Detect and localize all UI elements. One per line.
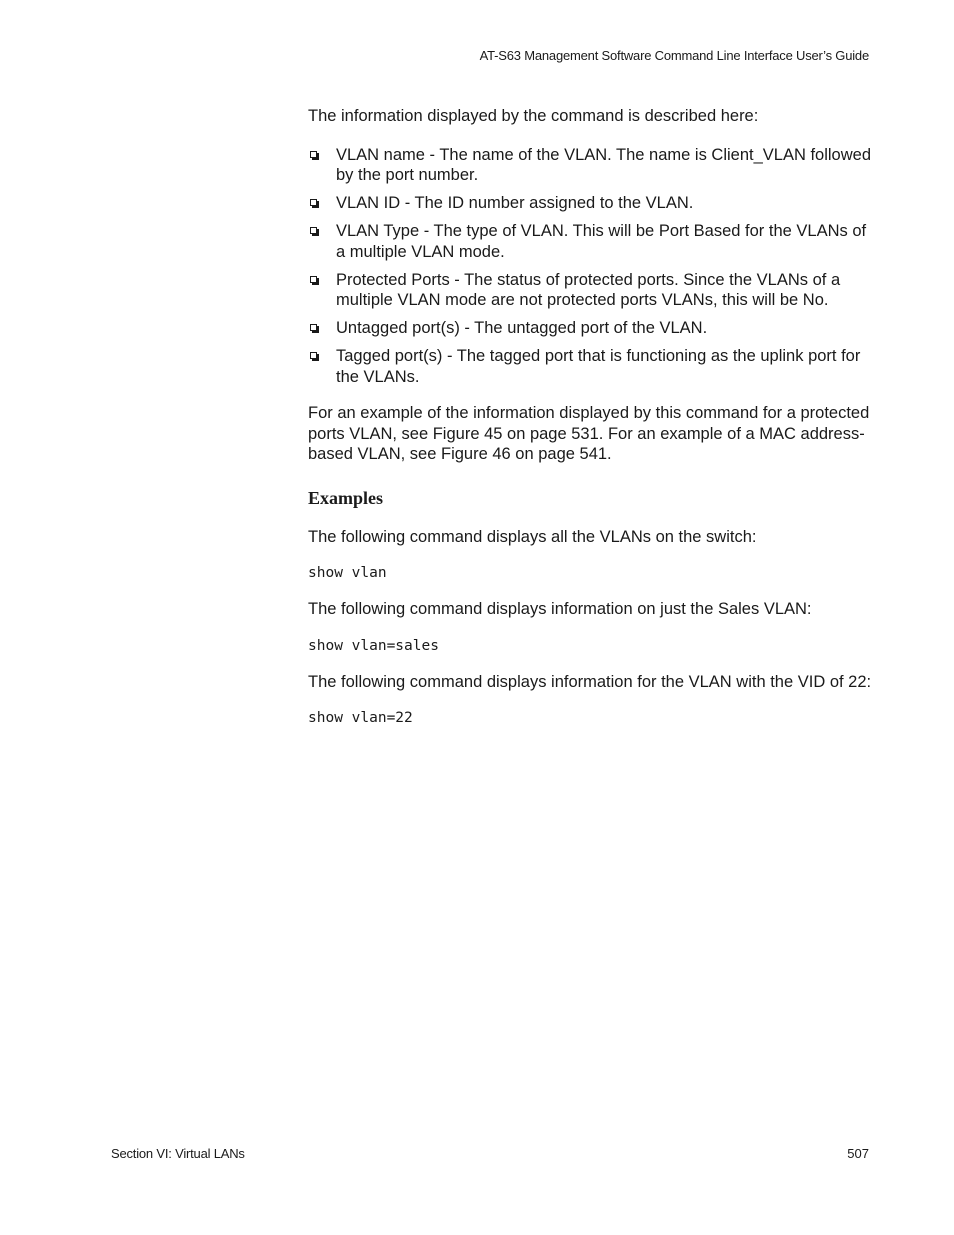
list-item: Untagged port(s) - The untagged port of the VLAN. bbox=[308, 318, 873, 339]
command-example: show vlan bbox=[308, 565, 387, 581]
command-example: show vlan=sales bbox=[308, 637, 439, 654]
command-example: show vlan=22 bbox=[308, 710, 413, 726]
checkbox-bullet-icon bbox=[310, 227, 317, 234]
checkbox-bullet-icon bbox=[310, 199, 317, 206]
checkbox-bullet-icon bbox=[310, 352, 317, 359]
footer-section-title: Section VI: Virtual LANs bbox=[111, 1146, 245, 1161]
example-reference-paragraph: For an example of the information displayed by this command for a protected ports VLAN, see Figure 45 on page 531. For an example of a MAC address-based VLAN, see Figure 46 on page 541. bbox=[308, 404, 870, 463]
example-description: The following command displays information on just the Sales VLAN: bbox=[308, 600, 812, 618]
checkbox-bullet-icon bbox=[310, 276, 317, 283]
list-item: VLAN name - The name of the VLAN. The name is Client_VLAN followed by the port number. bbox=[308, 145, 873, 186]
list-item: Tagged port(s) - The tagged port that is functioning as the uplink port for the VLANs. bbox=[308, 346, 873, 387]
checkbox-bullet-icon bbox=[310, 324, 317, 331]
list-item: VLAN ID - The ID number assigned to the VLAN. bbox=[308, 193, 873, 214]
example-description: The following command displays information for the VLAN with the VID of 22: bbox=[308, 672, 872, 691]
list-item: VLAN Type - The type of VLAN. This will be Port Based for the VLANs of a multiple VLAN mode. bbox=[308, 221, 873, 262]
intro-paragraph: The information displayed by the command is described here: bbox=[308, 107, 759, 125]
page-number: 507 bbox=[847, 1146, 869, 1161]
checkbox-bullet-icon bbox=[310, 151, 317, 158]
list-item: Protected Ports - The status of protected ports. Since the VLANs of a multiple VLAN mode are not protected ports VLANs, this will be No. bbox=[308, 270, 873, 311]
main-content bbox=[308, 106, 873, 744]
examples-heading: Examples bbox=[308, 487, 384, 508]
running-header: AT-S63 Management Software Command Line Interface User’s Guide bbox=[479, 48, 869, 63]
example-description: The following command displays all the VLANs on the switch: bbox=[308, 527, 757, 546]
field-description-list bbox=[308, 145, 873, 388]
